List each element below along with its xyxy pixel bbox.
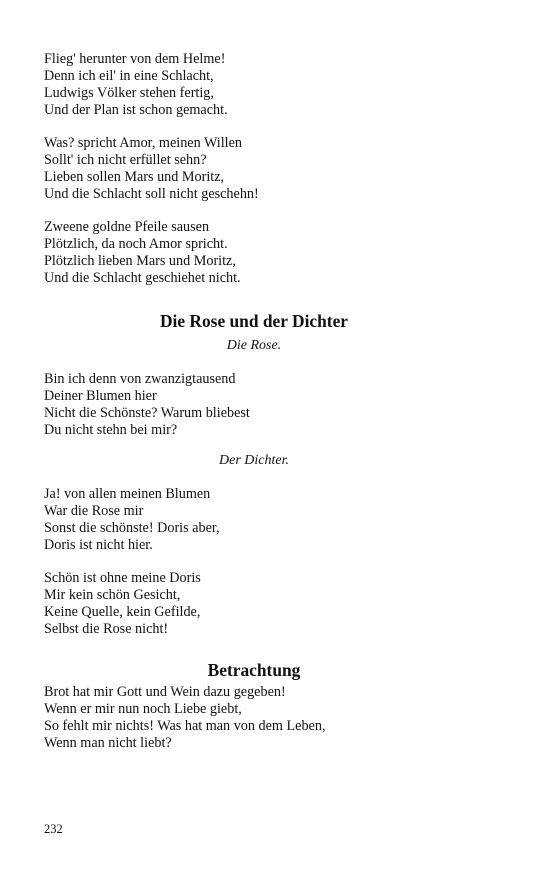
verse-line: Was? spricht Amor, meinen Willen	[44, 135, 243, 152]
verse-line: Und der Plan ist schon gemacht.	[44, 101, 228, 118]
verse-line: Zweene goldne Pfeile sausen	[44, 219, 210, 236]
verse-line: Deiner Blumen hier	[44, 387, 157, 404]
verse-line: So fehlt mir nichts! Was hat man von dem Leben,	[44, 717, 326, 734]
verse-line: Doris ist nicht hier.	[44, 536, 153, 553]
poem-title: Betrachtung	[207, 659, 301, 680]
verse-line: Keine Quelle, kein Gefilde,	[44, 604, 201, 621]
stanza	[44, 51, 464, 119]
verse-line: Bin ich denn von zwanzigtausend	[44, 370, 236, 387]
verse-line: Und die Schlacht geschiehet nicht.	[44, 270, 241, 287]
verse-line: Flieg' herunter von dem Helme!	[44, 51, 226, 67]
stanza	[44, 135, 464, 203]
verse-line: Brot hat mir Gott und Wein dazu gegeben!	[44, 683, 286, 700]
speaker-label: Der Dichter.	[219, 453, 289, 469]
stanza	[44, 486, 464, 554]
verse-line: Wenn er mir nun noch Liebe giebt,	[44, 700, 242, 717]
stanza	[44, 570, 464, 638]
poem-rose-und-dichter	[44, 311, 464, 638]
poem-continuation	[44, 51, 464, 287]
poem-betrachtung	[44, 660, 464, 752]
page-content	[44, 51, 464, 752]
stanza	[44, 684, 464, 752]
verse-line: Schön ist ohne meine Doris	[44, 570, 201, 587]
verse-line: Du nicht stehn bei mir?	[44, 421, 178, 438]
verse-line: Nicht die Schönste? Warum bliebest	[44, 404, 250, 421]
verse-line: Plötzlich, da noch Amor spricht.	[44, 236, 228, 253]
verse-line: War die Rose mir	[44, 503, 144, 519]
page-number: 232	[44, 822, 63, 836]
verse-line: Ja! von allen meinen Blumen	[44, 486, 211, 503]
verse-line: Lieben sollen Mars und Moritz,	[44, 169, 225, 186]
verse-line: Sollt' ich nicht erfüllet sehn?	[44, 152, 207, 169]
speaker-label: Die Rose.	[226, 338, 282, 354]
stanza	[44, 219, 464, 287]
verse-line: Wenn man nicht liebt?	[44, 734, 172, 751]
verse-line: Plötzlich lieben Mars und Moritz,	[44, 253, 236, 270]
verse-line: Sonst die schönste! Doris aber,	[44, 519, 220, 536]
verse-line: Denn ich eil' in eine Schlacht,	[44, 67, 214, 84]
verse-line: Und die Schlacht soll nicht geschehn!	[44, 185, 259, 202]
verse-line: Mir kein schön Gesicht,	[44, 587, 181, 604]
verse-line: Selbst die Rose nicht!	[44, 621, 169, 638]
stanza	[44, 371, 464, 439]
verse-line: Ludwigs Völker stehen fertig,	[44, 84, 214, 101]
poem-title: Die Rose und der Dichter	[159, 311, 349, 332]
